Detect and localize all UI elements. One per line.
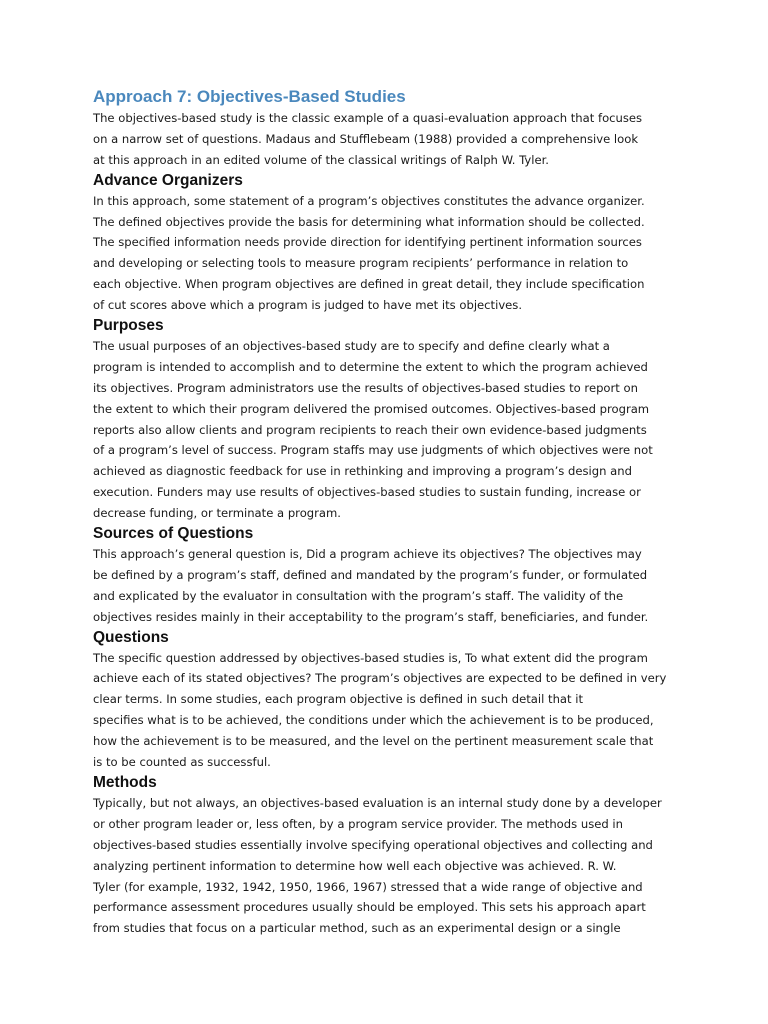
- section-heading: Sources of Questions: [93, 525, 254, 543]
- section-methods: [93, 773, 663, 939]
- text-line: The defined objectives provide the basis for determining what information should be collected.: [93, 214, 645, 229]
- text-line: the extent to which their program delivered the promised outcomes. Objectives-based program: [93, 401, 650, 416]
- text-line: Typically, but not always, an objectives-based evaluation is an internal study done by a developer: [93, 795, 662, 810]
- section-heading: Methods: [93, 773, 157, 791]
- text-line: In this approach, some statement of a program’s objectives constitutes the advance organizer.: [93, 193, 645, 208]
- text-line: objectives-based studies essentially involve specifying operational objectives and collecting and: [93, 837, 653, 852]
- section-sources-of-questions: [93, 524, 663, 628]
- text-line: specifies what is to be achieved, the conditions under which the achievement is to be produced,: [93, 713, 654, 728]
- section-heading: Advance Organizers: [93, 171, 243, 189]
- text-line: be defined by a program’s staff, defined and mandated by the program’s funder, or formulated: [93, 567, 648, 582]
- text-line: of cut scores above which a program is judged to have met its objectives.: [93, 298, 523, 313]
- section-heading: Questions: [93, 628, 169, 646]
- text-line: at this approach in an edited volume of the classical writings of Ralph W. Tyler.: [93, 152, 549, 167]
- text-line: The objectives-based study is the classic example of a quasi-evaluation approach that focuses: [93, 111, 643, 125]
- text-line: and explicated by the evaluator in consultation with the program’s staff. The validity of the: [93, 588, 624, 603]
- text-line: from studies that focus on a particular method, such as an experimental design or a single: [93, 921, 621, 936]
- section-heading: Purposes: [93, 317, 164, 335]
- section-advance-organizers: [93, 171, 663, 316]
- section-questions: [93, 628, 667, 773]
- text-line: decrease funding, or terminate a program.: [93, 506, 341, 521]
- text-line: Tyler (for example, 1932, 1942, 1950, 1966, 1967) stressed that a wide range of objective and: [93, 879, 643, 894]
- text-line: its objectives. Program administrators use the results of objectives-based studies to report on: [93, 380, 638, 395]
- document-page: [93, 86, 667, 939]
- text-line: achieved as diagnostic feedback for use in rethinking and improving a program’s design and: [93, 464, 632, 479]
- text-line: This approach’s general question is, Did a program achieve its objectives? The objectives may: [93, 547, 642, 562]
- text-line: how the achievement is to be measured, and the level on the pertinent measurement scale that: [93, 734, 654, 749]
- text-line: clear terms. In some studies, each program objective is defined in such detail that it: [93, 692, 584, 707]
- text-line: objectives resides mainly in their acceptability to the program’s staff, beneficiaries, and funder.: [93, 609, 649, 624]
- text-line: analyzing pertinent information to determine how well each objective was achieved. R. W.: [93, 858, 617, 873]
- text-line: and developing or selecting tools to measure program recipients’ performance in relation to: [93, 256, 629, 271]
- intro-paragraph: [93, 108, 663, 171]
- text-line: execution. Funders may use results of objectives-based studies to sustain funding, increase or: [93, 485, 641, 500]
- text-line: The specified information needs provide direction for identifying pertinent information sources: [93, 235, 642, 250]
- text-line: of a program’s level of success. Program staffs may use judgments of which objectives were not: [93, 443, 653, 458]
- text-line: is to be counted as successful.: [93, 755, 271, 770]
- text-line: each objective. When program objectives are defined in great detail, they include specification: [93, 277, 645, 292]
- text-line: program is intended to accomplish and to determine the extent to which the program achieved: [93, 359, 648, 374]
- text-line: reports also allow clients and program recipients to reach their own evidence-based judgments: [93, 422, 647, 437]
- text-line: The usual purposes of an objectives-based study are to specify and define clearly what a: [93, 339, 610, 354]
- text-line: achieve each of its stated objectives? The program’s objectives are expected to be defined in very: [93, 671, 667, 686]
- section-purposes: [93, 316, 663, 524]
- text-line: The specific question addressed by objectives-based studies is, To what extent did the program: [93, 650, 648, 665]
- text-line: on a narrow set of questions. Madaus and Stufflebeam (1988) provided a comprehensive look: [93, 131, 639, 146]
- text-line: or other program leader or, less often, by a program service provider. The methods used in: [93, 816, 623, 831]
- document-title: Approach 7: Objectives-Based Studies: [93, 87, 406, 106]
- text-line: performance assessment procedures usually should be employed. This sets his approach apart: [93, 900, 646, 915]
